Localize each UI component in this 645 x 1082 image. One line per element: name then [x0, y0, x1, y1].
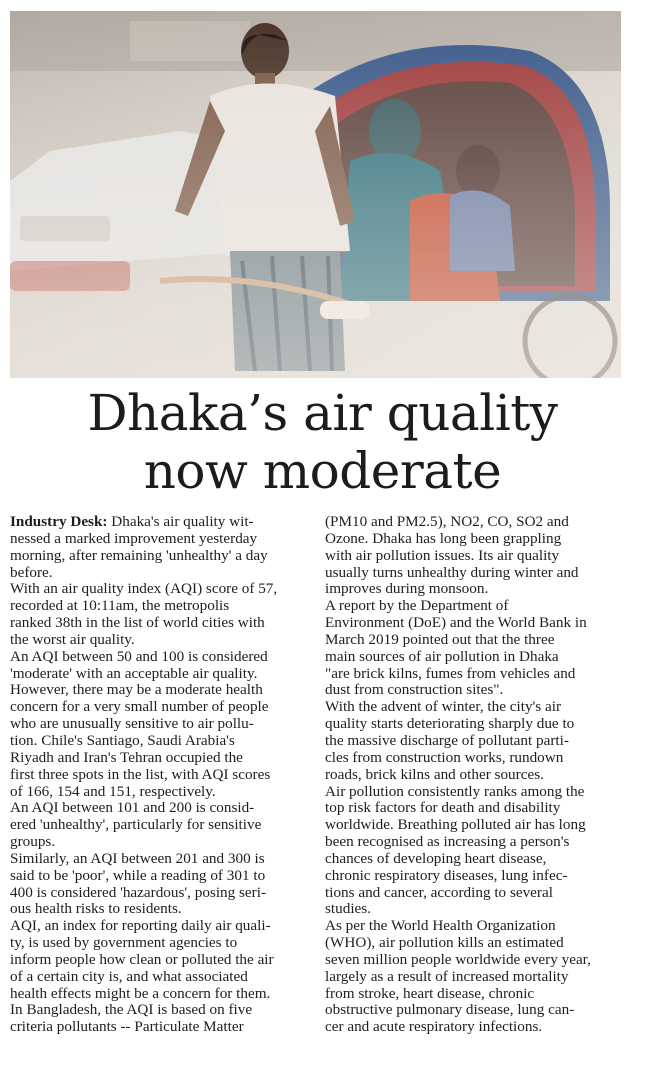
article-line: from stroke, heart disease, chronic: [325, 984, 535, 1002]
headline: [0, 384, 645, 500]
article-line: ty, is used by government agencies to: [10, 934, 238, 952]
article-line: health effects might be a concern for them.: [10, 984, 271, 1002]
article-line: 'moderate' with an acceptable air quality.: [10, 664, 258, 682]
article-line: ranked 38th in the list of world cities with: [10, 614, 265, 632]
article-line: of a certain city is, and what associated: [10, 967, 248, 985]
article-line: before.: [10, 563, 53, 581]
article-line: obstructive pulmonary disease, lung can-: [325, 1001, 575, 1019]
article-line: chances of developing heart disease,: [325, 849, 547, 867]
headline-line-2: now moderate: [143, 442, 502, 500]
article-line: However, there may be a moderate health: [10, 681, 263, 699]
article-line: recorded at 10:11am, the metropolis: [10, 597, 230, 615]
article-line: Ozone. Dhaka has long been grappling: [325, 529, 562, 547]
article-line: quality starts deteriorating sharply due to: [325, 715, 575, 733]
article-line: inform people how clean or polluted the air: [10, 950, 274, 968]
article-line: worldwide. Breathing polluted air has long: [325, 816, 586, 834]
article-line: roads, brick kilns and other sources.: [325, 765, 544, 783]
article-line: tion. Chile's Santiago, Saudi Arabia's: [10, 731, 235, 749]
article-line: An AQI between 101 and 200 is consid-: [10, 799, 255, 817]
article-line: (PM10 and PM2.5), NO2, CO, SO2 and: [325, 513, 569, 530]
article-line: criteria pollutants -- Particulate Matter: [10, 1018, 244, 1036]
article-line: A report by the Department of: [325, 597, 509, 615]
article-line: tions and cancer, according to several: [325, 883, 553, 901]
article-line: With the advent of winter, the city's air: [325, 698, 562, 716]
article-line: groups.: [10, 833, 56, 851]
article-line: the massive discharge of pollutant parti-: [325, 731, 569, 749]
article-line: March 2019 pointed out that the three: [325, 630, 555, 648]
rickshaw-photo: [10, 11, 621, 378]
article-line: ous health risks to residents.: [10, 900, 182, 918]
article-line: AQI, an index for reporting daily air quali-: [10, 917, 271, 935]
article-line: Environment (DoE) and the World Bank in: [325, 614, 587, 632]
article-line: 400 is considered 'hazardous', posing seri-: [10, 883, 267, 901]
article-column-right: [325, 514, 637, 1036]
article-line: Riyadh and Iran's Tehran occupied the: [10, 748, 243, 766]
article-line: main sources of air pollution in Dhaka: [325, 647, 559, 665]
article-line: morning, after remaining 'unhealthy' a day: [10, 546, 268, 564]
article-line: As per the World Health Organization: [325, 917, 556, 935]
article-line: said to be 'poor', while a reading of 301 to: [10, 866, 266, 884]
article-line: Similarly, an AQI between 201 and 300 is: [10, 849, 265, 867]
article-line: chronic respiratory diseases, lung infec-: [325, 866, 568, 884]
article-line: usually turns unhealthy during winter and: [325, 563, 579, 581]
article-line: Industry Desk: Dhaka's air quality wit-: [10, 513, 254, 530]
article-line: dust from construction sites".: [325, 681, 504, 699]
article-line: who are unusually sensitive to air pollu-: [10, 715, 254, 733]
article-line: In Bangladesh, the AQI is based on five: [10, 1001, 253, 1019]
article-line: An AQI between 50 and 100 is considered: [10, 647, 268, 665]
article-line: with air pollution issues. Its air quality: [325, 546, 560, 564]
article-line: cer and acute respiratory infections.: [325, 1018, 543, 1036]
article-line: cles from construction works, rundown: [325, 748, 564, 766]
article-line: largely as a result of increased mortality: [325, 967, 569, 985]
article-line: been recognised as increasing a person's: [325, 833, 570, 851]
byline: Industry Desk:: [10, 513, 108, 530]
article-line: of 166, 154 and 151, respectively.: [10, 782, 216, 800]
article-line: (WHO), air pollution kills an estimated: [325, 934, 564, 952]
article-line: Air pollution consistently ranks among the: [325, 782, 585, 800]
article-line: the worst air quality.: [10, 630, 135, 648]
article-line: concern for a very small number of people: [10, 698, 269, 716]
article-line: "are brick kilns, fumes from vehicles and: [325, 664, 576, 682]
article-line: With an air quality index (AQI) score of 57,: [10, 580, 278, 598]
article-line: top risk factors for death and disability: [325, 799, 561, 817]
article-line: improves during monsoon.: [325, 580, 489, 598]
article-line: seven million people worldwide every year,: [325, 950, 591, 968]
article-line: ered 'unhealthy', particularly for sensitive: [10, 816, 262, 834]
article-line: studies.: [325, 900, 371, 918]
article-column-left: [10, 514, 320, 1036]
article-line: nessed a marked improvement yesterday: [10, 529, 258, 547]
article-line: first three spots in the list, with AQI scores: [10, 765, 271, 783]
headline-line-1: Dhaka’s air quality: [87, 384, 558, 442]
